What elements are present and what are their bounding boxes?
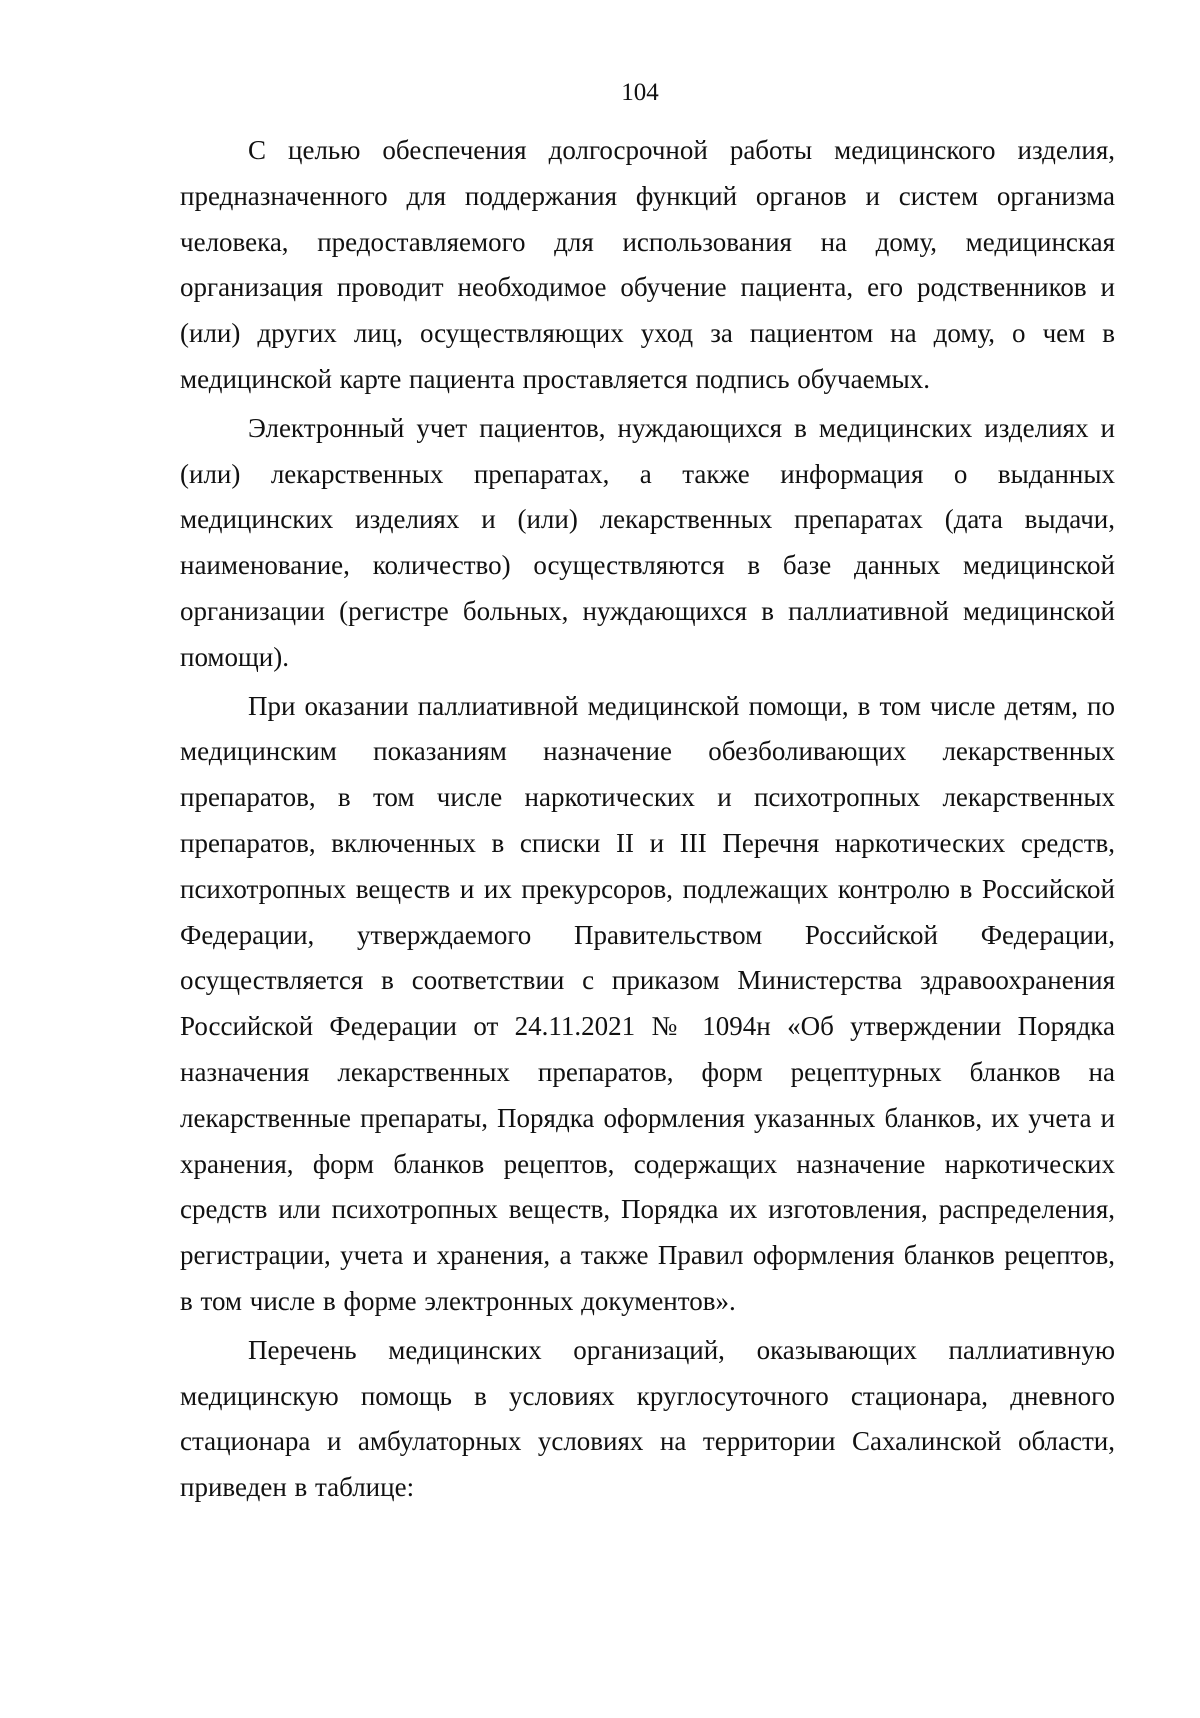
page-number: 104 — [621, 79, 659, 106]
document-body — [180, 128, 1115, 1511]
paragraph-organizations-list-intro: Перечень медицинских организаций, оказывающих паллиативную медицинскую помощь в условиях круглосуточного стационара, дневного стационара и амбулаторных условиях на территории Сахалинской области, приведен в таблице: — [180, 1334, 1115, 1503]
paragraph-device-training: С целью обеспечения долгосрочной работы медицинского изделия, предназначенного для поддержания функций органов и систем организма человека, предоставляемого для использования на дому, медицинская организация проводит необходимое обучение пациента, его родственников и (или) других лиц, осуществляющих уход за пациентом на дому, о чем в медицинской карте пациента проставляется подпись обучаемых. — [180, 135, 1115, 394]
paragraph-electronic-registry: Электронный учет пациентов, нуждающихся в медицинских изделиях и (или) лекарственных препаратах, а также информация о выданных медицинских изделиях и (или) лекарственных препаратах (дата выдачи, наименование, количество) осуществляются в базе данных медицинской организации (регистре больных, нуждающихся в паллиативной медицинской помощи). — [180, 412, 1115, 672]
paragraph-analgesic-prescription: При оказании паллиативной медицинской помощи, в том числе детям, по медицинским показаниям назначение обезболивающих лекарственных препаратов, в том числе наркотических и психотропных лекарственных препаратов, включенных в списки II и III Перечня наркотических средств, психотропных веществ и их прекурсоров, подлежащих контролю в Российской Федерации, утверждаемого Правительством Российской Федерации, осуществляется в соответствии с приказом Министерства здравоохранения Российской Федерации от 24.11.2021 № 1094н «Об утверждении Порядка назначения лекарственных препаратов, форм рецептурных бланков на лекарственные препараты, Порядка оформления указанных бланков, их учета и хранения, форм бланков рецептов, содержащих назначение наркотических средств или психотропных веществ, Порядка их изготовления, распределения, регистрации, учета и хранения, а также Правил оформления бланков рецептов, в том числе в форме электронных документов». — [180, 690, 1115, 1316]
